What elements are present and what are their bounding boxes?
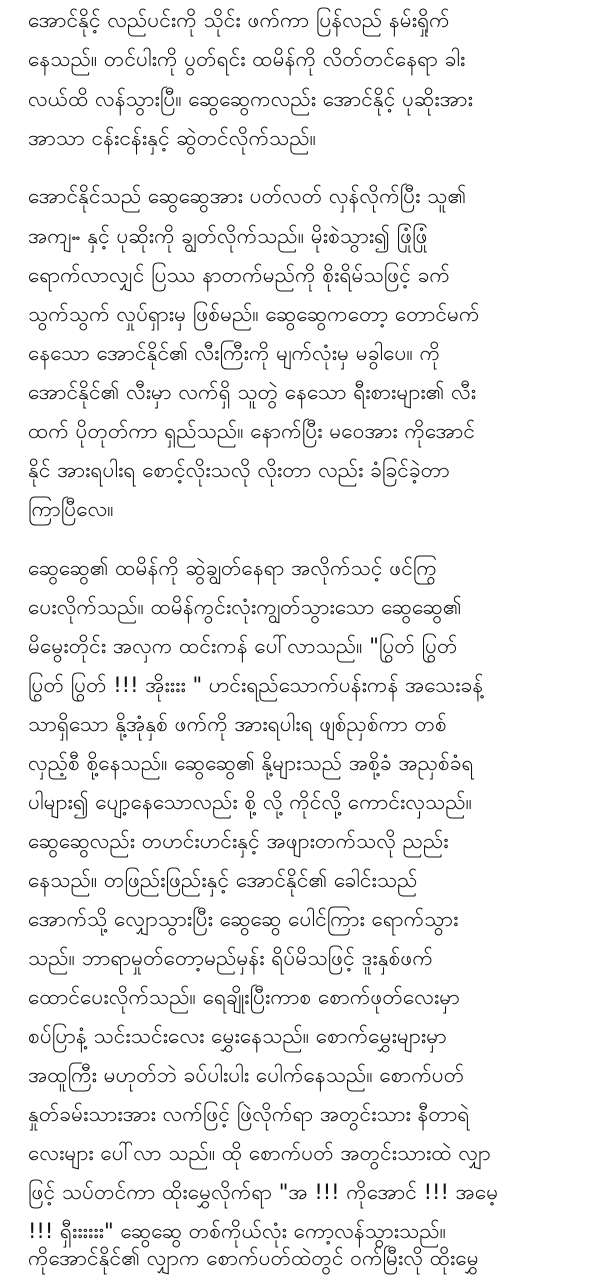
story-line: ပေးလိုက်သည်။ ထမိန်ကွင်းလုံးကျွတ်သွားသော ဆွေဆွေ၏ [28,595,462,619]
story-line: နေသည်။ တင်ပါးကို ပွတ်ရင်း ထမိန်ကို လိတ်တင်နေရာ ခါး [28,47,466,71]
story-line: ထက် ပိုတုတ်ကာ ရှည်သည်။ နောက်ပြီး မဝေအား ကိုအောင် [28,419,476,443]
story-line: ပါများ၍ ပျော့နေသောလည်း စို့ လို့ ကိုင်လို့ ကောင်းလှသည်။ [28,790,473,814]
story-line: ဆွေဆွေ၏ ထမိန်ကို ဆွဲချွတ်နေရာ အလိုက်သင့် ဖင်ကြွ [28,556,437,580]
story-line: မိမွေးတိုင်း အလှက ထင်းကန် ပေါ်လာသည်။ "ပြွတ် ပြွတ် [28,634,458,658]
story-line: စပ်ပြာနံ့ သင်းသင်းလေး မွှေးနေသည်။ စောက်မွှေးများမှာ [28,1024,447,1048]
story-line: လှည့်စီ စို့နေသည်။ ဆွေဆွေ၏ နို့များသည် အစို့ခံ အညှစ်ခံရ [28,751,474,775]
story-line: အောင်နိုင်၏ လီးမှာ လက်ရှိ သူတွဲ နေသော ရီးစားများ၏ လီး [28,380,477,404]
story-line: နေသော အောင်နိုင်၏ လီးကြီးကို မျက်လုံးမှ မခွါပေ။ ကို [28,341,441,365]
story-line: အောက်သို့ လျှောသွားပြီး ဆွေဆွေ ပေါင်ကြား ရောက်သွား [28,907,459,931]
story-line: သာရှိသော နို့အုံနှစ် ဖက်ကို အားရပါးရ ဖျစ်ညှစ်ကာ တစ် [28,712,447,736]
story-line: ထောင်ပေးလိုက်သည်။ ရေချိုးပြီးကာစ စောက်ဖုတ်လေးမှာ [28,985,460,1009]
story-line: အကျႌ နှင့် ပုဆိုးကို ချွတ်လိုက်သည်။ မိုးစဲသွား၍ ဖြုံဖြုံ [28,224,428,248]
story-line: ရောက်လာလျှင် ပြဿ နာတက်မည်ကို စိုးရိမ်သဖြင့် ခက် [28,263,450,287]
story-line: သွက်သွက် လှုပ်ရှားမှ ဖြစ်မည်။ ဆွေဆွေကတော့ တောင်မက် [28,302,480,326]
story-line: အောင်နိုင်သည် ဆွေဆွေအား ပတ်လတ် လှန်လိုက်ပြီး သူ၏ [28,184,467,208]
story-line: အထူကြီး မဟုတ်ဘဲ ခပ်ပါးပါး ပေါက်နေသည်။ စောက်ပတ် [28,1063,465,1087]
story-line: အာသာ ငန်းငန်းနှင့် ဆွဲတင်လိုက်သည်။ [28,126,316,150]
story-line: လေးများ ပေါ်လာ သည်။ ထို စောက်ပတ် အတွင်းသားထဲ လျှာ [28,1141,491,1165]
story-line: နေသည်။ တဖြည်းဖြည်းနှင့် အောင်နိုင်၏ ခေါင်းသည် [28,868,418,892]
story-line: ကိုအောင်နိုင်၏ လျှာက စောက်ပတ်ထဲတွင် ဝက်မြီးလို ထိုးမွှေ [28,1246,479,1270]
story-line: နှုတ်ခမ်းသားအား လက်ဖြင့် ဖြဲလိုက်ရာ အတွင်းသား နီတာရဲ [28,1102,470,1126]
story-line: ပြွတ် ပြွတ် !!! အိုးးးး " ဟင်းရည်သောက်ပန်းကန် အသေးခန့် [28,673,484,697]
story-line: ကြာပြီလေ။ [28,497,114,521]
story-line: နိုင် အားရပါးရ စောင့်လိုးသလို လိုးတာ လည်း ခံခြင်ခဲ့တာ [28,458,450,482]
story-line: ဆွေဆွေလည်း တဟင်းဟင်းနှင့် အဖျားတက်သလို ညည်း [28,829,449,853]
story-line: !!! ရှီးးးးးး" ဆွေဆွေ တစ်ကိုယ်လုံး ကော့လန်သွားသည်။ [28,1219,447,1243]
story-line: လယ်ထိ လန်သွားပြီ။ ဆွေဆွေကလည်း အောင်နိုင့် ပုဆိုးအား [28,87,473,111]
story-line: အောင်နိုင့် လည်ပင်းကို သိုင်း ဖက်ကာ ပြန်လည် နမ်းရှိုက် [28,8,450,32]
story-line: ဖြင့် သပ်တင်ကာ ထိုးမွှေလိုက်ရာ "အ !!! ကိုအောင် !!! အမေ့ [28,1180,499,1204]
story-line: သည်။ ဘာရာမှုတ်တော့မည်မှန်း ရိပ်မိသဖြင့် ဒူးနှစ်ဖက် [28,946,433,970]
